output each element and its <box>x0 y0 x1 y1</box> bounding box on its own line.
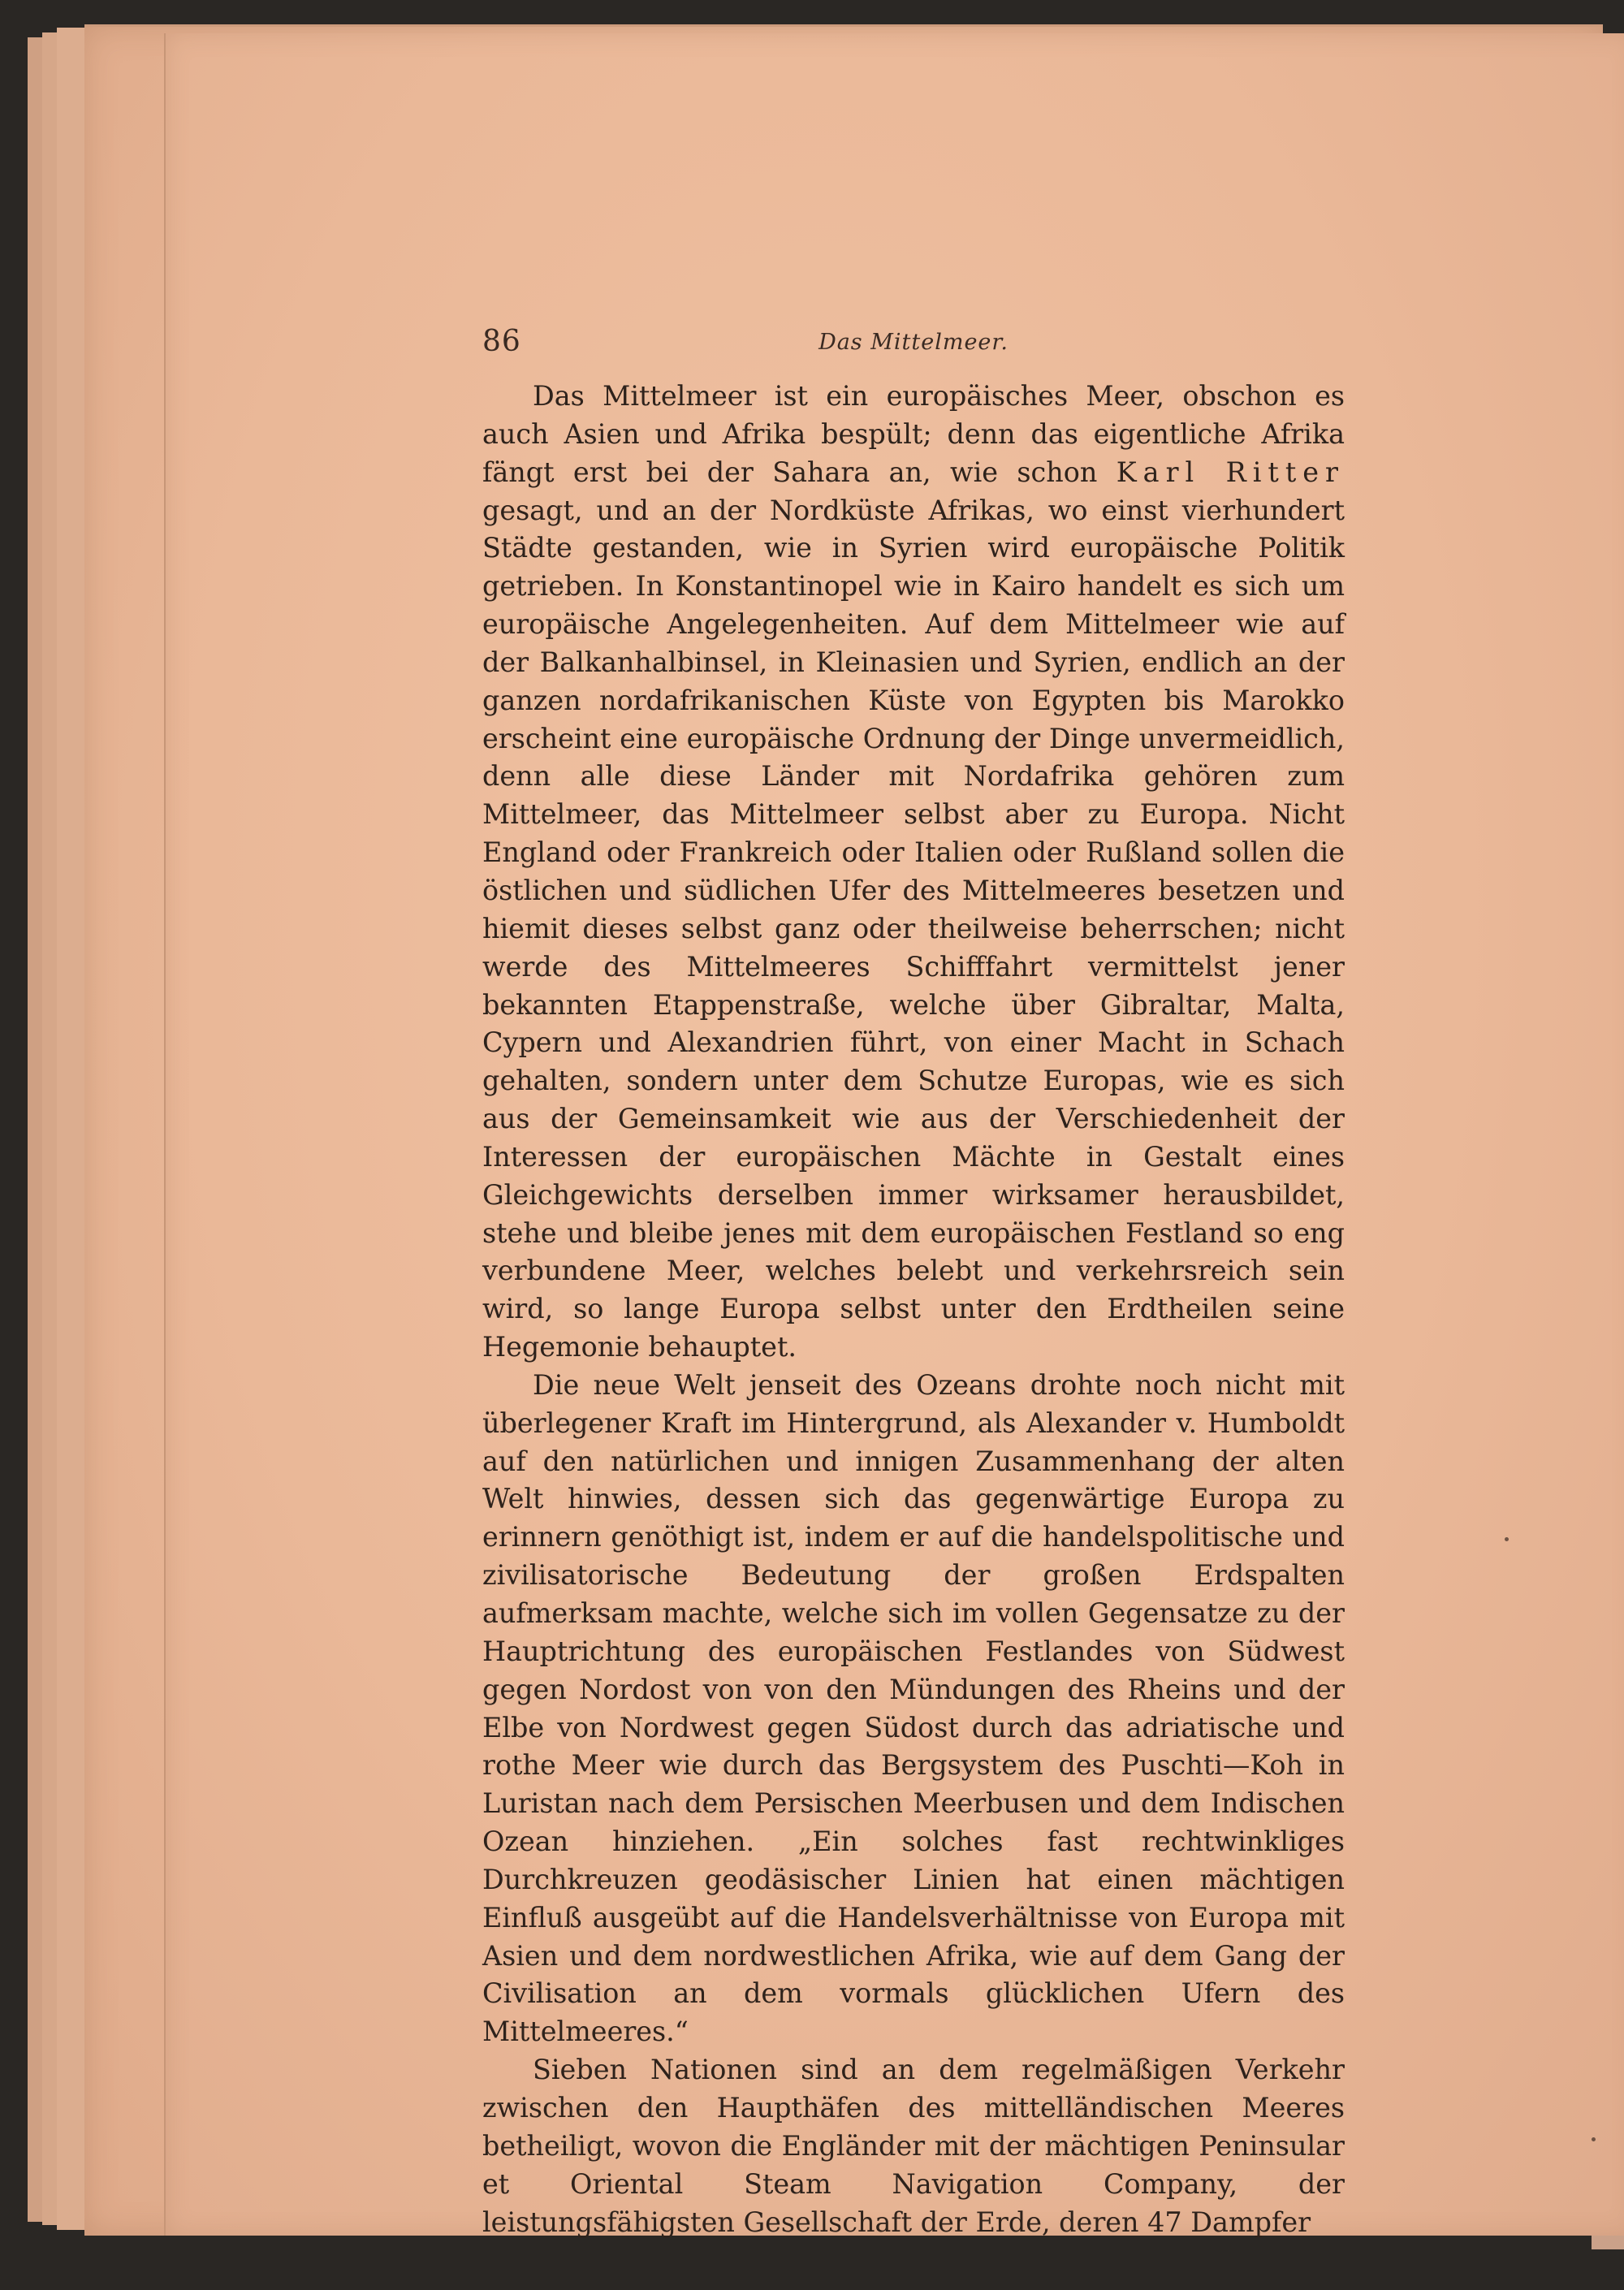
paper-speck <box>1592 2137 1596 2141</box>
page-number: 86 <box>482 325 521 358</box>
paper-speck <box>1505 1537 1509 1541</box>
person-name: Karl Ritter <box>1116 456 1345 488</box>
body-text <box>482 378 1345 2241</box>
paragraph-1 <box>482 378 1345 1367</box>
paragraph-2: Die neue Welt jenseit des Ozeans drohte noch nicht mit überlegener Kraft im Hintergrund, als Alexander v. Humboldt auf den natürlichen und innigen Zusammenhang der alten Welt hinwies, dessen sich das gegenwärtige Europa zu erinnern genöthigt ist, indem er auf die handelspolitische und zivilisatorische Bedeutung der großen Erdspalten aufmerksam machte, welche sich im vollen Gegensatze zu der Hauptrichtung des europäischen Festlandes von Südwest gegen Nordost von von den Mündungen des Rheins und der Elbe von Nordwest gegen Südost durch das adriatische und rothe Meer wie durch das Bergsystem des Puschti—Koh in Luristan nach dem Persischen Meerbusen und dem Indischen Ozean hinziehen. „Ein solches fast rechtwinkliges Durchkreuzen geodäsischer Linien hat einen mächtigen Einfluß ausgeübt auf die Handelsverhältnisse von Europa mit Asien und dem nordwestlichen Afrika, wie auf dem Gang der Civilisation an dem vormals glücklichen Ufern des Mittelmeeres.“ <box>482 1368 1345 2048</box>
chapter-title: Das Mittelmeer. <box>818 330 1009 355</box>
running-head <box>482 325 1345 357</box>
paragraph-3: Sieben Nationen sind an dem regelmäßigen Verkehr zwischen den Haupthäfen des mittelländischen Meeres betheiligt, wovon die Engländer mit der mächtigen Peninsular et Oriental Steam Navigation Company, der leistungsfähigsten Gesellschaft der Erde, deren 47 Dampfer <box>482 2054 1345 2238</box>
paragraph-text: Das Mittelmeer ist ein europäisches Meer, obschon es auch Asien und Afrika bespült; denn das eigentliche Afrika fängt erst bei der Sahara an, wie schon <box>482 380 1345 488</box>
paragraph-text: gesagt, und an der Nordküste Afrikas, wo einst vierhundert Städte gestanden, wie in Syrien wird europäische Politik getrieben. In Konstantinopel wie in Kairo handelt es sich um europäische Angelegenheiten. Auf dem Mittelmeer wie auf der Balkanhalbinsel, in Kleinasien und Syrien, endlich an der ganzen nordafrikanischen Küste von Egypten bis Marokko erscheint eine europäische Ordnung der Dinge unvermeidlich, denn alle diese Länder mit Nordafrika gehören zum Mittelmeer, das Mittelmeer selbst aber zu Europa. Nicht England oder Frankreich oder Italien oder Rußland sollen die östlichen und südlichen Ufer des Mittelmeeres besetzen und hiemit dieses selbst ganz oder theilweise beherrschen; nicht werde des Mittelmeeres Schifffahrt vermittelst jener bekannten Etappenstraße, welche über Gibraltar, Malta, Cypern und Alexandrien führt, von einer Macht in Schach gehalten, sondern unter dem Schutze Europas, wie es sich aus der Gemeinsamkeit wie aus der Verschiedenheit der Interessen der europäischen Mächte in Gestalt eines Gleichgewichts derselben immer wirksamer herausbildet, stehe und bleibe jenes mit dem europäischen Festland so eng verbundene Meer, welches belebt und verkehrsreich sein wird, so lange Europa selbst unter den Erdtheilen seine Hegemonie behauptet. <box>482 494 1345 1363</box>
